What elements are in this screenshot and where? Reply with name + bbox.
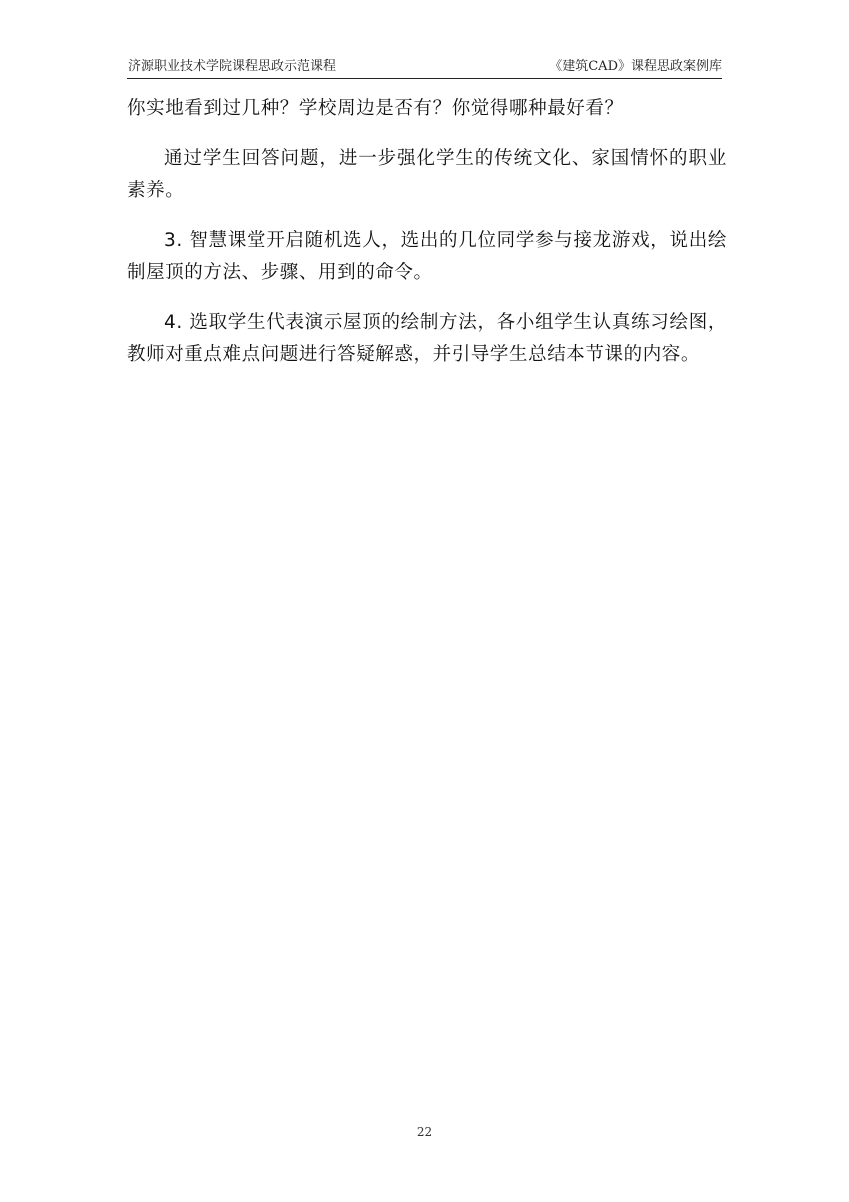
- page-number: 22: [416, 1125, 433, 1139]
- paragraph-student-answers: 通过学生回答问题，进一步强化学生的传统文化、家国情怀的职业素养。: [127, 148, 727, 201]
- document-body: [127, 93, 727, 371]
- header-institution: 济源职业技术学院课程思政示范课程: [128, 59, 337, 74]
- page-header: [127, 58, 722, 79]
- paragraph-step-3: 3. 智慧课堂开启随机选人，选出的几位同学参与接龙游戏，说出绘制屋顶的方法、步骤、用到的命令。: [127, 230, 727, 283]
- paragraph-step-4: 4. 选取学生代表演示屋顶的绘制方法，各小组学生认真练习绘图，教师对重点难点问题进行答疑解惑，并引导学生总结本节课的内容。: [127, 312, 727, 365]
- header-course-title: 《建筑CAD》课程思政案例库: [549, 59, 722, 74]
- paragraph-question-continuation: 你实地看到过几种？学校周边是否有？你觉得哪种最好看？: [127, 98, 624, 119]
